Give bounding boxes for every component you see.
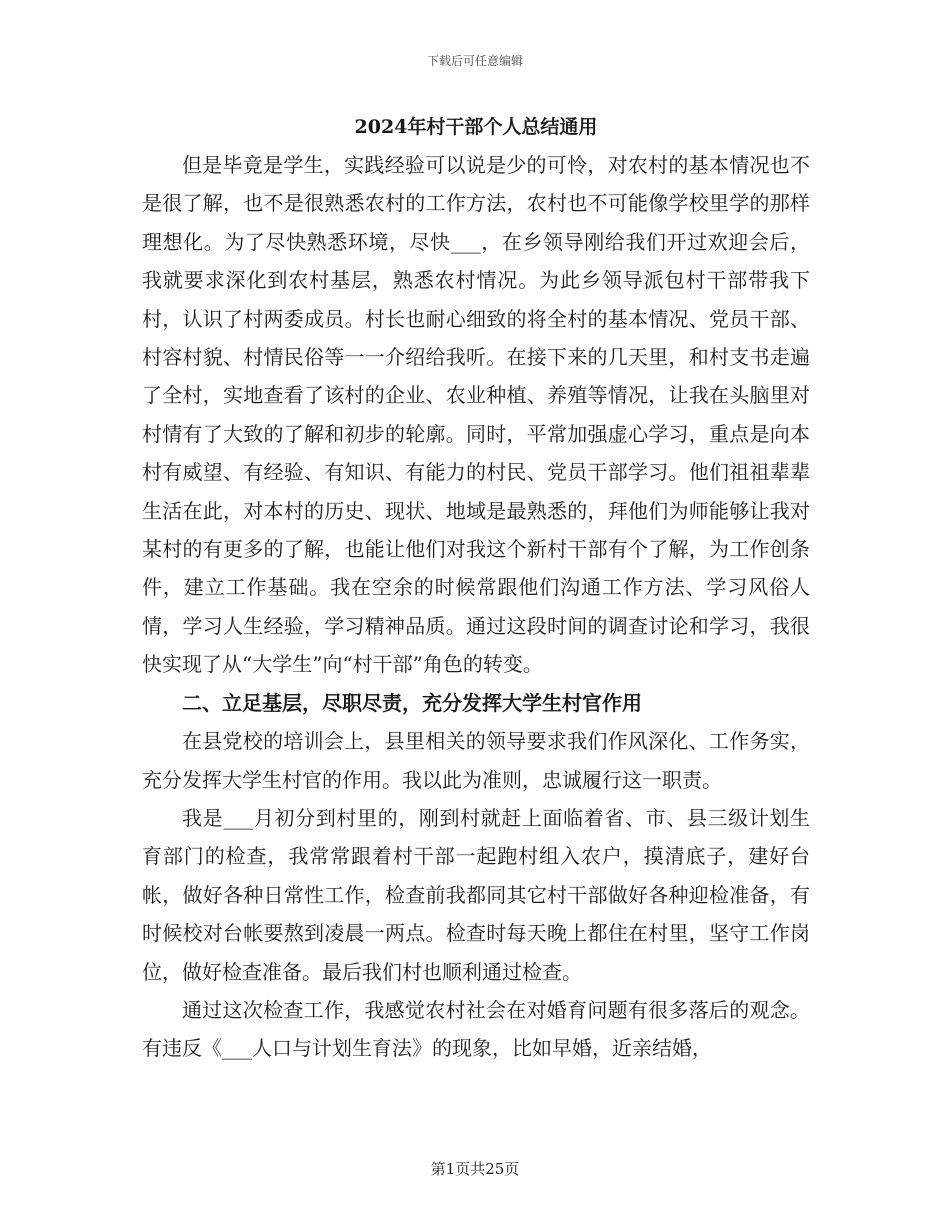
- body-paragraph: 但是毕竟是学生，实践经验可以说是少的可怜，对农村的基本情况也不是很了解，也不是很熟悉农村的工作方法，农村也不可能像学校里学的那样理想化。为了尽快熟悉环境，尽快___，在乡领导刚给我们开过欢迎会后，我就要求深化到农村基层，熟悉农村情况。为此乡领导派包村干部带我下村，认识了村两委成员。村长也耐心细致的将全村的基本情况、党员干部、村容村貌、村情民俗等一一介绍给我听。在接下来的几天里，和村支书走遍了全村，实地查看了该村的企业、农业种植、养殖等情况，让我在头脑里对村情有了大致的了解和初步的轮廓。同时，平常加强虚心学习，重点是向本村有威望、有经验、有知识、有能力的村民、党员干部学习。他们祖祖辈辈生活在此，对本村的历史、现状、地域是最熟悉的，拜他们为师能够让我对某村的有更多的了解，也能让他们对我这个新村干部有个了解，为工作创条件，建立工作基础。我在空余的时候常跟他们沟通工作方法、学习风俗人情，学习人生经验，学习精神品质。通过这段时间的调查讨论和学习，我很快实现了从“大学生”向“村干部”角色的转变。: [142, 153, 810, 677]
- page-header: 下载后可任意编辑: [426, 54, 523, 68]
- document-title: 2024年村干部个人总结通用: [354, 116, 598, 138]
- body-paragraph: 我是___月初分到村里的，刚到村就赶上面临着省、市、县三级计划生育部门的检查，我常常跟着村干部一起跑村组入农户，摸清底子，建好台帐，做好各种日常性工作，检查前我都同其它村干部做好各种迎检准备，有时候校对台帐要熬到凌晨一两点。检查时每天晚上都住在村里，坚守工作岗位，做好检查准备。最后我们村也顺利通过检查。: [142, 805, 810, 984]
- page-footer: 第1页共25页: [430, 1160, 520, 1178]
- section-heading: 二、立足基层，尽职尽责，充分发挥大学生村官作用: [182, 690, 642, 715]
- body-paragraph: 通过这次检查工作，我感觉农村社会在对婚育问题有很多落后的观念。有违反《___人口与计划生育法》的现象，比如早婚，近亲结婚，: [142, 997, 810, 1061]
- document-body: [142, 110, 810, 1068]
- body-paragraph: 在县党校的培训会上，县里相关的领导要求我们作风深化、工作务实，充分发挥大学生村官的作用。我以此为准则，忠诚履行这一职责。: [142, 729, 810, 792]
